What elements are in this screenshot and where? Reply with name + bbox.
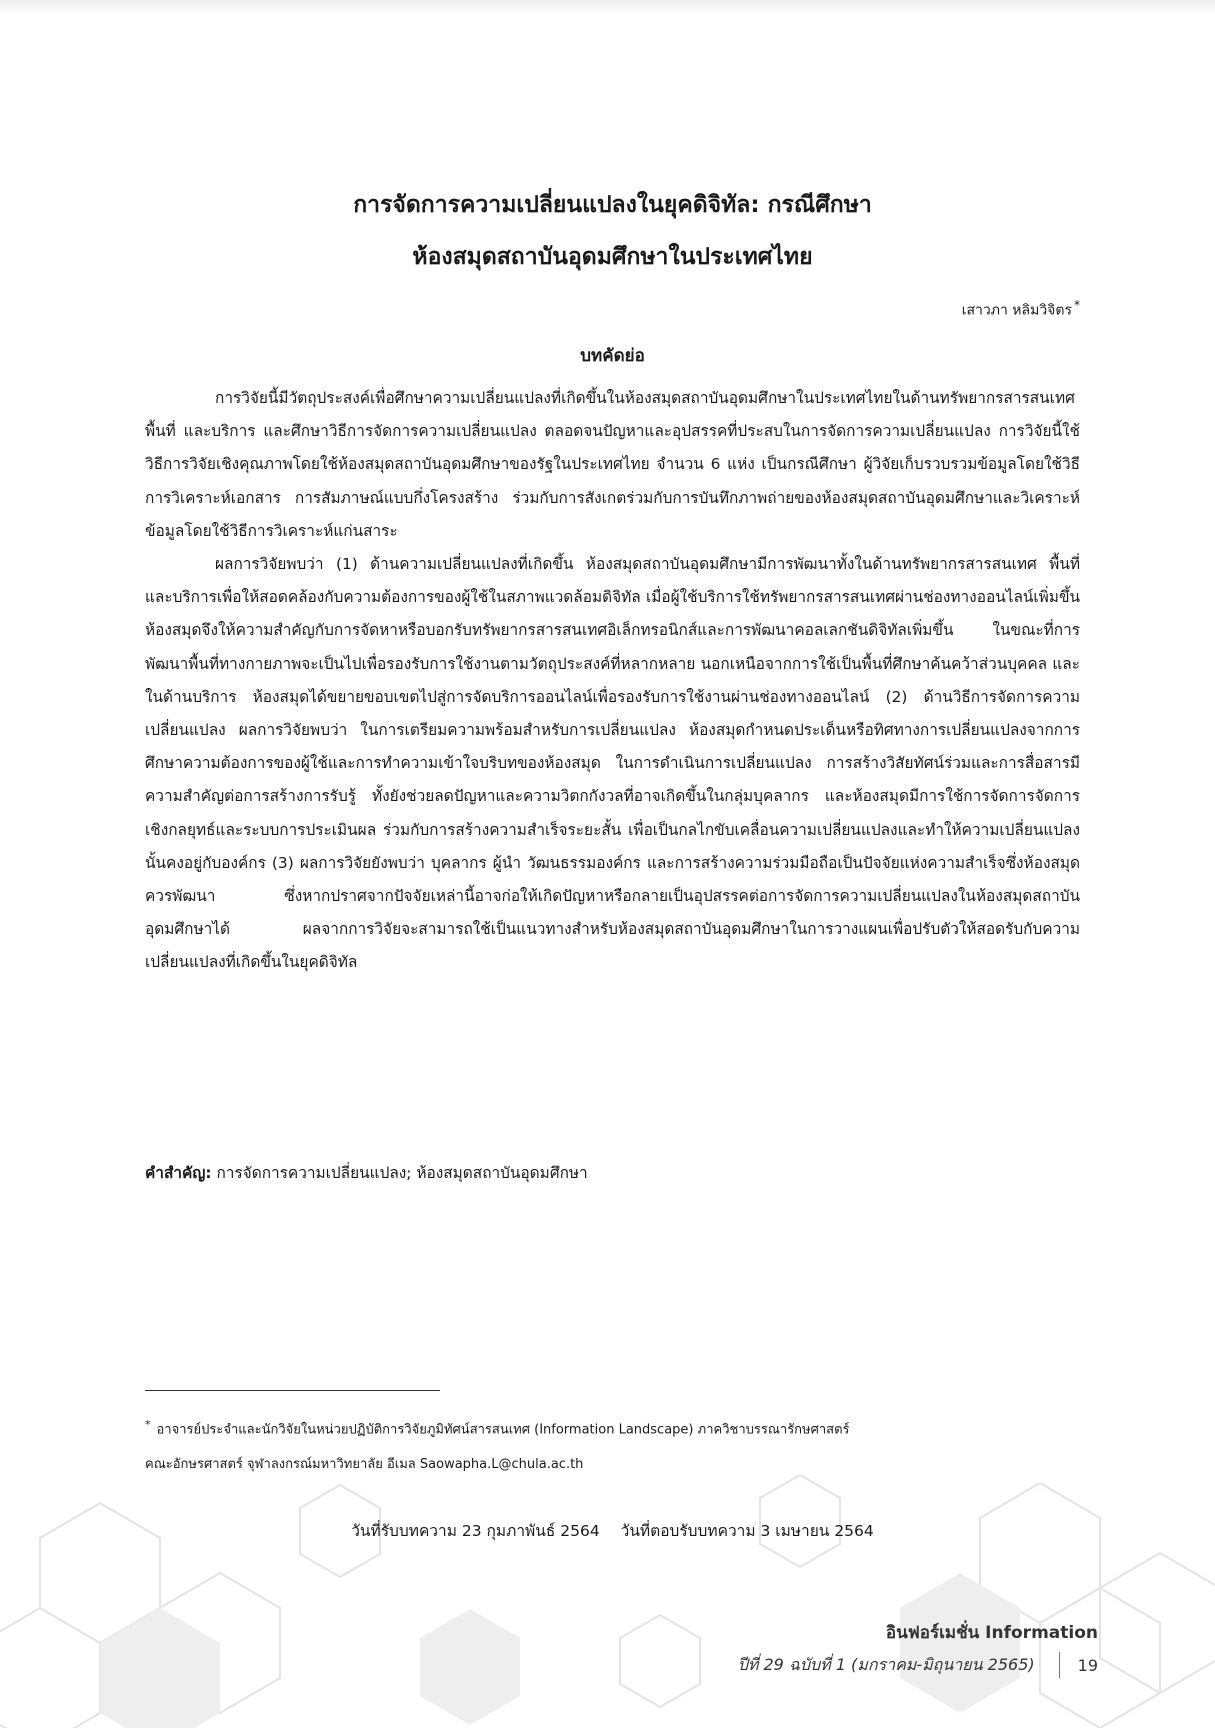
abstract-paragraph-1: การวิจัยนี้มีวัตถุประสงค์เพื่อศึกษาความเปลี่ยนแปลงที่เกิดขึ้นในห้องสมุดสถาบันอุดมศึกษาในประเทศไทยในด้านทรัพยากรสารสนเทศ พื้นที่ และบริการ และศึกษาวิธีการจัดการความเปลี่ยนแปลง ตลอดจนปัญหาและอุปสรรคที่ประสบในการจัดการความเปลี่ยนแปลง การวิจัยนี้ใช้วิธีการวิจัยเชิงคุณภาพโดยใช้ห้องสมุดสถาบันอุดมศึกษาของรัฐในประเทศไทย จำนวน 6 แห่ง เป็นกรณีศึกษา ผู้วิจัยเก็บรวบรวมข้อมูลโดยใช้วิธีการวิเคราะห์เอกสาร การสัมภาษณ์แบบกึ่งโครงสร้าง ร่วมกับการสังเกตร่วมกับการบันทึกภาพถ่ายของห้องสมุดสถาบันอุดมศึกษาและวิเคราะห์ข้อมูลโดยใช้วิธีการวิเคราะห์แก่นสาระ — [145, 389, 1080, 540]
footnote-line-2: คณะอักษรศาสตร์ จุฬาลงกรณ์มหาวิทยาลัย อีเมล Saowapha.L@chula.ac.th — [145, 1457, 584, 1473]
page-number: 19 — [1077, 1655, 1098, 1675]
keywords — [145, 1160, 1080, 1185]
journal-name: อินฟอร์เมชั่น Information — [885, 1623, 1098, 1643]
journal-issue: ปีที่ 29 ฉบับที่ 1 (มกราคม-มิถุนายน 2565) — [737, 1654, 1035, 1674]
author-footnote-marker: * — [1074, 298, 1080, 312]
received-date: วันที่รับบทความ 23 กุมภาพันธ์ 2564 — [351, 1522, 600, 1540]
keywords-text: การจัดการความเปลี่ยนแปลง; ห้องสมุดสถาบันอุดมศึกษา — [216, 1164, 588, 1182]
abstract-heading: บทคัดย่อ — [580, 346, 645, 366]
issue-row — [738, 1652, 1098, 1678]
abstract-body — [145, 382, 1080, 980]
footnote-line-1 — [145, 1407, 1080, 1447]
paper-title-line-1: การจัดการความเปลี่ยนแปลงในยุคดิจิทัล: กรณีศึกษา — [353, 192, 872, 218]
author — [962, 298, 1080, 322]
keywords-label: คำสำคัญ: — [145, 1164, 212, 1182]
footnote-affiliation: อาจารย์ประจำและนักวิจัยในหน่วยปฏิบัติการวิจัยภูมิทัศน์สารสนเทศ (Information Landscape) ภาควิชาบรรณารักษศาสตร์ — [156, 1422, 850, 1438]
footnote-marker: * — [145, 1418, 151, 1431]
article-dates — [145, 1518, 1080, 1543]
paper-title-line-2: ห้องสมุดสถาบันอุดมศึกษาในประเทศไทย — [412, 244, 813, 270]
footnote-divider — [145, 1390, 440, 1391]
top-band — [0, 0, 1215, 14]
accepted-date: วันที่ตอบรับบทความ 3 เมษายน 2564 — [620, 1522, 874, 1540]
page-separator — [1059, 1652, 1060, 1678]
abstract-paragraph-2: ผลการวิจัยพบว่า (1) ด้านความเปลี่ยนแปลงที่เกิดขึ้น ห้องสมุดสถาบันอุดมศึกษามีการพัฒนาทั้งในด้านทรัพยากรสารสนเทศ พื้นที่ และบริการเพื่อให้สอดคล้องกับความต้องการของผู้ใช้ในสภาพแวดล้อมดิจิทัล เมื่อผู้ใช้บริการใช้ทรัพยากรสารสนเทศผ่านช่องทางออนไลน์เพิ่มขึ้น ห้องสมุดจึงให้ความสำคัญกับการจัดหาหรือบอกรับทรัพยากรสารสนเทศอิเล็กทรอนิกส์และการพัฒนาคอลเลกชันดิจิทัลเพิ่มขึ้น ในขณะที่การพัฒนาพื้นที่ทางกายภาพจะเป็นไปเพื่อรองรับการใช้งานตามวัตถุประสงค์ที่หลากหลาย นอกเหนือจากการใช้เป็นพื้นที่ศึกษาค้นคว้าส่วนบุคคล และในด้านบริการ ห้องสมุดได้ขยายขอบเขตไปสู่การจัดบริการออนไลน์เพื่อรองรับการใช้งานผ่านช่องทางออนไลน์ (2) ด้านวิธีการจัดการความเปลี่ยนแปลง ผลการวิจัยพบว่า ในการเตรียมความพร้อมสำหรับการเปลี่ยนแปลง ห้องสมุดกำหนดประเด็นหรือทิศทางการเปลี่ยนแปลงจากการศึกษาความต้องการของผู้ใช้และการทำความเข้าใจบริบทของห้องสมุด ในการดำเนินการเปลี่ยนแปลง การสร้างวิสัยทัศน์ร่วมและการสื่อสารมีความสำคัญต่อการสร้างการรับรู้ ทั้งยังช่วยลดปัญหาและความวิตกกังวลที่อาจเกิดขึ้นในกลุ่มบุคลากร และห้องสมุดมีการใช้การจัดการจัดการเชิงกลยุทธ์และระบบการประเมินผล ร่วมกับการสร้างความสำเร็จระยะสั้น เพื่อเป็นกลไกขับเคลื่อนความเปลี่ยนแปลงและทำให้ความเปลี่ยนแปลงนั้นคงอยู่กับองค์กร (3) ผลการวิจัยยังพบว่า บุคลากร ผู้นำ วัฒนธรรมองค์กร และการสร้างความร่วมมือถือเป็นปัจจัยแห่งความสำเร็จซึ่งห้องสมุดควรพัฒนา ซึ่งหากปราศจากปัจจัยเหล่านี้อาจก่อให้เกิดปัญหาหรือกลายเป็นอุปสรรคต่อการจัดการความเปลี่ยนแปลงในห้องสมุดสถาบันอุดมศึกษาได้ ผลจากการวิจัยจะสามารถใช้เป็นแนวทางสำหรับห้องสมุดสถาบันอุดมศึกษาในการวางแผนเพื่อปรับตัวให้สอดรับกับความเปลี่ยนแปลงที่เกิดขึ้นในยุคดิจิทัล — [145, 555, 1080, 972]
author-name: เสาวภา หลิมวิจิตร — [961, 302, 1072, 319]
footnote — [145, 1407, 1080, 1482]
